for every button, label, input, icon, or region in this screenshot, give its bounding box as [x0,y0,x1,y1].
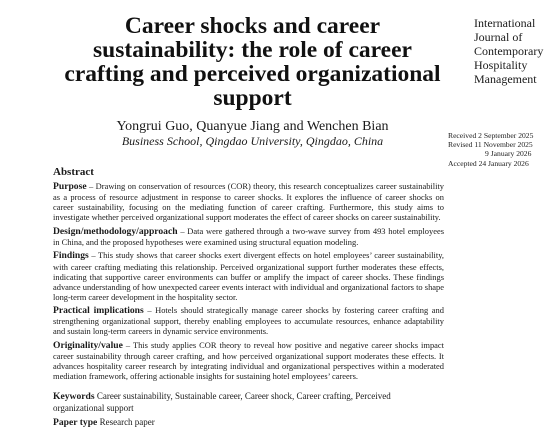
journal-name-line: Journal of [474,30,523,44]
publication-history [448,131,553,168]
abstract-section-label: Originality/value [53,340,123,352]
paper-type-text: Research paper [99,417,155,427]
abstract-section-findings: Findings – This study shows that career shocks exert divergent effects on hotel employees’ career sustainability, with career crafting mediating this relationship. Perceived organizational support further moderates these effects, indicating that supportive career environments can buffer or amplify the impact of career shocks. These findings advance understanding of how unexpected career events interact with individual and organizational factors to shape long-term career development in the hospitality sector. [53,250,444,302]
abstract-section-label: Practical implications [53,305,144,317]
abstract-section-purpose: Purpose – Drawing on conservation of resources (COR) theory, this research conceptualizes career sustainability as a process of resource adjustment in response to career shocks. It explores the influence of career shocks on career sustainability, focusing on the mediating function of career crafting. Furthermore, this study aims to investigate whether perceived organizational support moderates the effect of career shocks on career sustainability. [53,181,445,223]
paper-type [53,417,444,428]
abstract-section-label: Findings [53,250,89,262]
revised-date-2: 9 January 2026 [485,149,532,159]
abstract-section-text: This study applies COR theory to reveal how positive and negative career shocks impact career sustainability through career crafting, and how perceived organizational support moderates these effects. It advances hospitality career research by integrating individual and organizational perspectives within a moderated mediation framework, offering actionable insights for sustaining hotel employees’ careers. [53,340,444,382]
received-date: Received 2 September 2025 [448,131,534,140]
keywords-text: Career sustainability, Sustainable career, Career shock, Career crafting, Perceived organizational support [53,391,391,413]
abstract-section-text: Hotels should strategically manage career shocks by fostering career crafting and strengthening organizational support, thereby enabling employees to accumulate resources, enhance adaptability and sustain long-term careers in dynamic service environments. [53,305,444,337]
journal-name-line: Contemporary [474,44,544,58]
article-title: Career shocks and career sustainability: the role of career crafting and perceived organizational support [64,13,441,111]
abstract-section-text: Data were gathered through a two-wave survey from 493 hotel employees in China, and the proposed hypotheses were examined using structural equation modeling. [53,225,444,247]
abstract-section-text: Drawing on conservation of resources (COR) theory, this research conceptualizes career sustainability as a process of resource adjustment in response to career shocks. It explores the influence of career shocks on career sustainability, focusing on the mediating function of career crafting. Furthermore, this study aims to investigate whether perceived organizational support moderates the effect of career shocks on career sustainability. [53,181,445,223]
journal-name-line: Hospitality [474,58,528,72]
abstract-body [53,181,444,385]
author-list: Yongrui Guo, Quanyue Jiang and Wenchen Bian [116,119,389,134]
author-affiliation: Business School, Qingdao University, Qingdao, China [121,134,384,148]
abstract-section-label: Purpose [53,181,87,192]
keywords-label: Keywords [53,391,95,402]
revised-date: Revised 11 November 2025 [448,140,533,150]
abstract-section-originality: Originality/value – This study applies COR theory to reveal how positive and negative career shocks impact career sustainability through career crafting, and how perceived organizational support moderates these effects. It advances hospitality career research by integrating individual and organizational perspectives within a moderated mediation framework, offering actionable insights for sustaining hotel employees’ careers. [53,340,444,382]
abstract-section-practical: Practical implications – Hotels should strategically manage career shocks by fostering career crafting and strengthening organizational support, thereby enabling employees to accumulate resources, enhance adaptability and sustain long-term careers in dynamic service environments. [53,305,444,337]
abstract-heading: Abstract [53,166,94,178]
abstract-section-label: Design/methodology/approach [53,225,178,237]
journal-name-line: Management [474,72,537,86]
journal-name-line: International [474,16,536,30]
abstract-section-design: Design/methodology/approach – Data were gathered through a two-wave survey from 493 hotel employees in China, and the proposed hypotheses were examined using structural equation modeling. [53,225,444,247]
keywords [53,391,444,414]
accepted-date: Accepted 24 January 2026 [448,158,529,168]
abstract-section-text: This study shows that career shocks exert divergent effects on hotel employees’ career sustainability, with career crafting mediating this relationship. Perceived organizational support further moderates these effects, indicating that supportive career environments can buffer or amplify the impact of career shocks. These findings advance understanding of how unexpected career events interact with individual and organizational factors to shape long-term career development in the hospitality sector. [53,250,444,302]
journal-name [474,16,553,86]
paper-type-label: Paper type [53,417,98,428]
